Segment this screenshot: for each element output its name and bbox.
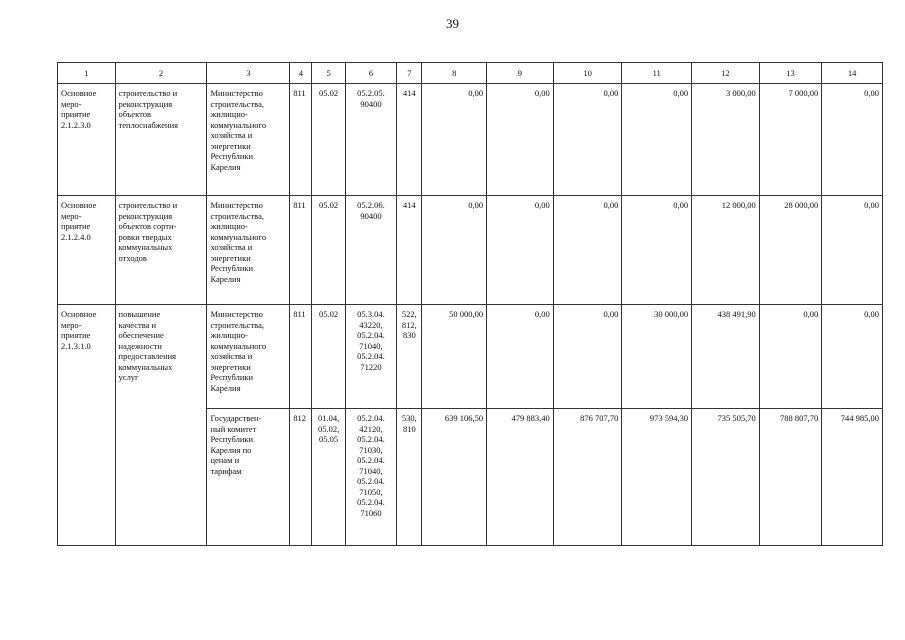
- column-header: 9: [487, 63, 554, 84]
- value-cell: 0,00: [553, 305, 622, 409]
- executor-cell: Министерство строительства, жилищно- коммунального хозяйства и энергетики Республики Карелия: [207, 305, 290, 409]
- column-header: 10: [553, 63, 622, 84]
- rzpr-cell: 05.02: [312, 196, 345, 305]
- value-cell: 0,00: [822, 305, 883, 409]
- value-cell: 438 491,90: [692, 305, 760, 409]
- table-row: [58, 196, 883, 305]
- value-cell: 0,00: [553, 84, 622, 196]
- value-cell: 0,00: [822, 84, 883, 196]
- value-cell: 28 000,00: [759, 196, 822, 305]
- grbs-cell: 811: [290, 84, 312, 196]
- activity-cell: Основное меро- приятие 2.1.2.4.0: [58, 196, 116, 305]
- value-cell: 876 707,70: [553, 409, 622, 546]
- column-header: 12: [692, 63, 760, 84]
- value-cell: 788 807,70: [759, 409, 822, 546]
- page-number: 39: [446, 16, 459, 31]
- column-header: 8: [422, 63, 487, 84]
- value-cell: 7 000,00: [759, 84, 822, 196]
- rzpr-cell: 05.02: [312, 305, 345, 409]
- value-cell: 639 106,50: [422, 409, 487, 546]
- vr-cell: 530, 810: [397, 409, 422, 546]
- csr-cell: 05.3.04. 43220, 05.2.04. 71040, 05.2.04. 71220: [345, 305, 396, 409]
- value-cell: 0,00: [487, 305, 554, 409]
- column-header: 3: [207, 63, 290, 84]
- column-header: 14: [822, 63, 883, 84]
- executor-cell: Государствен- ный комитет Республики Карелия по ценам и тарифам: [207, 409, 290, 546]
- vr-cell: 414: [397, 84, 422, 196]
- value-cell: 0,00: [622, 196, 692, 305]
- rzpr-cell: 05.02: [312, 84, 345, 196]
- value-cell: 0,00: [422, 84, 487, 196]
- column-header: 5: [312, 63, 345, 84]
- value-cell: 0,00: [422, 196, 487, 305]
- description-cell: повышение качества и обеспечение надежности предоставления коммунальных услуг: [115, 305, 207, 546]
- column-header: 13: [759, 63, 822, 84]
- executor-cell: Министерство строительства, жилищно- коммунального хозяйства и энергетики Республики Карелия: [207, 84, 290, 196]
- vr-cell: 522, 812, 830: [397, 305, 422, 409]
- value-cell: 479 883,40: [487, 409, 554, 546]
- column-header: 11: [622, 63, 692, 84]
- value-cell: 12 000,00: [692, 196, 760, 305]
- value-cell: 735 505,70: [692, 409, 760, 546]
- column-header: 1: [58, 63, 116, 84]
- value-cell: 973 594,30: [622, 409, 692, 546]
- vr-cell: 414: [397, 196, 422, 305]
- value-cell: 0,00: [622, 84, 692, 196]
- column-header: 4: [290, 63, 312, 84]
- csr-cell: 05.2.04. 42120, 05.2.04. 71030, 05.2.04. 71040, 05.2.04. 71050, 05.2.04. 71060: [345, 409, 396, 546]
- value-cell: 30 000,00: [622, 305, 692, 409]
- rzpr-cell: 01.04, 05.02, 05.05: [312, 409, 345, 546]
- grbs-cell: 812: [290, 409, 312, 546]
- executor-cell: Министерство строительства, жилищно- коммунального хозяйства и энергетики Республики Карелия: [207, 196, 290, 305]
- table-row: [58, 305, 883, 409]
- value-cell: 0,00: [822, 196, 883, 305]
- value-cell: 0,00: [487, 196, 554, 305]
- activity-cell: Основное меро- приятие 2.1.2.3.0: [58, 84, 116, 196]
- csr-cell: 05.2.05. 90400: [345, 84, 396, 196]
- value-cell: 0,00: [553, 196, 622, 305]
- activity-cell: Основное меро- приятие 2.1.3.1.0: [58, 305, 116, 546]
- value-cell: 3 000,00: [692, 84, 760, 196]
- budget-table: [57, 62, 883, 546]
- table-row: [58, 84, 883, 196]
- grbs-cell: 811: [290, 196, 312, 305]
- description-cell: строительство и реконструкция объектов теплоснабжения: [115, 84, 207, 196]
- value-cell: 744 985,00: [822, 409, 883, 546]
- value-cell: 0,00: [487, 84, 554, 196]
- header-row: [58, 63, 883, 84]
- column-header: 6: [345, 63, 396, 84]
- column-header: 2: [115, 63, 207, 84]
- csr-cell: 05.2.06. 90400: [345, 196, 396, 305]
- column-header: 7: [397, 63, 422, 84]
- description-cell: строительство и реконструкция объектов сорти- ровки твердых коммунальных отходов: [115, 196, 207, 305]
- grbs-cell: 811: [290, 305, 312, 409]
- value-cell: 0,00: [759, 305, 822, 409]
- value-cell: 50 000,00: [422, 305, 487, 409]
